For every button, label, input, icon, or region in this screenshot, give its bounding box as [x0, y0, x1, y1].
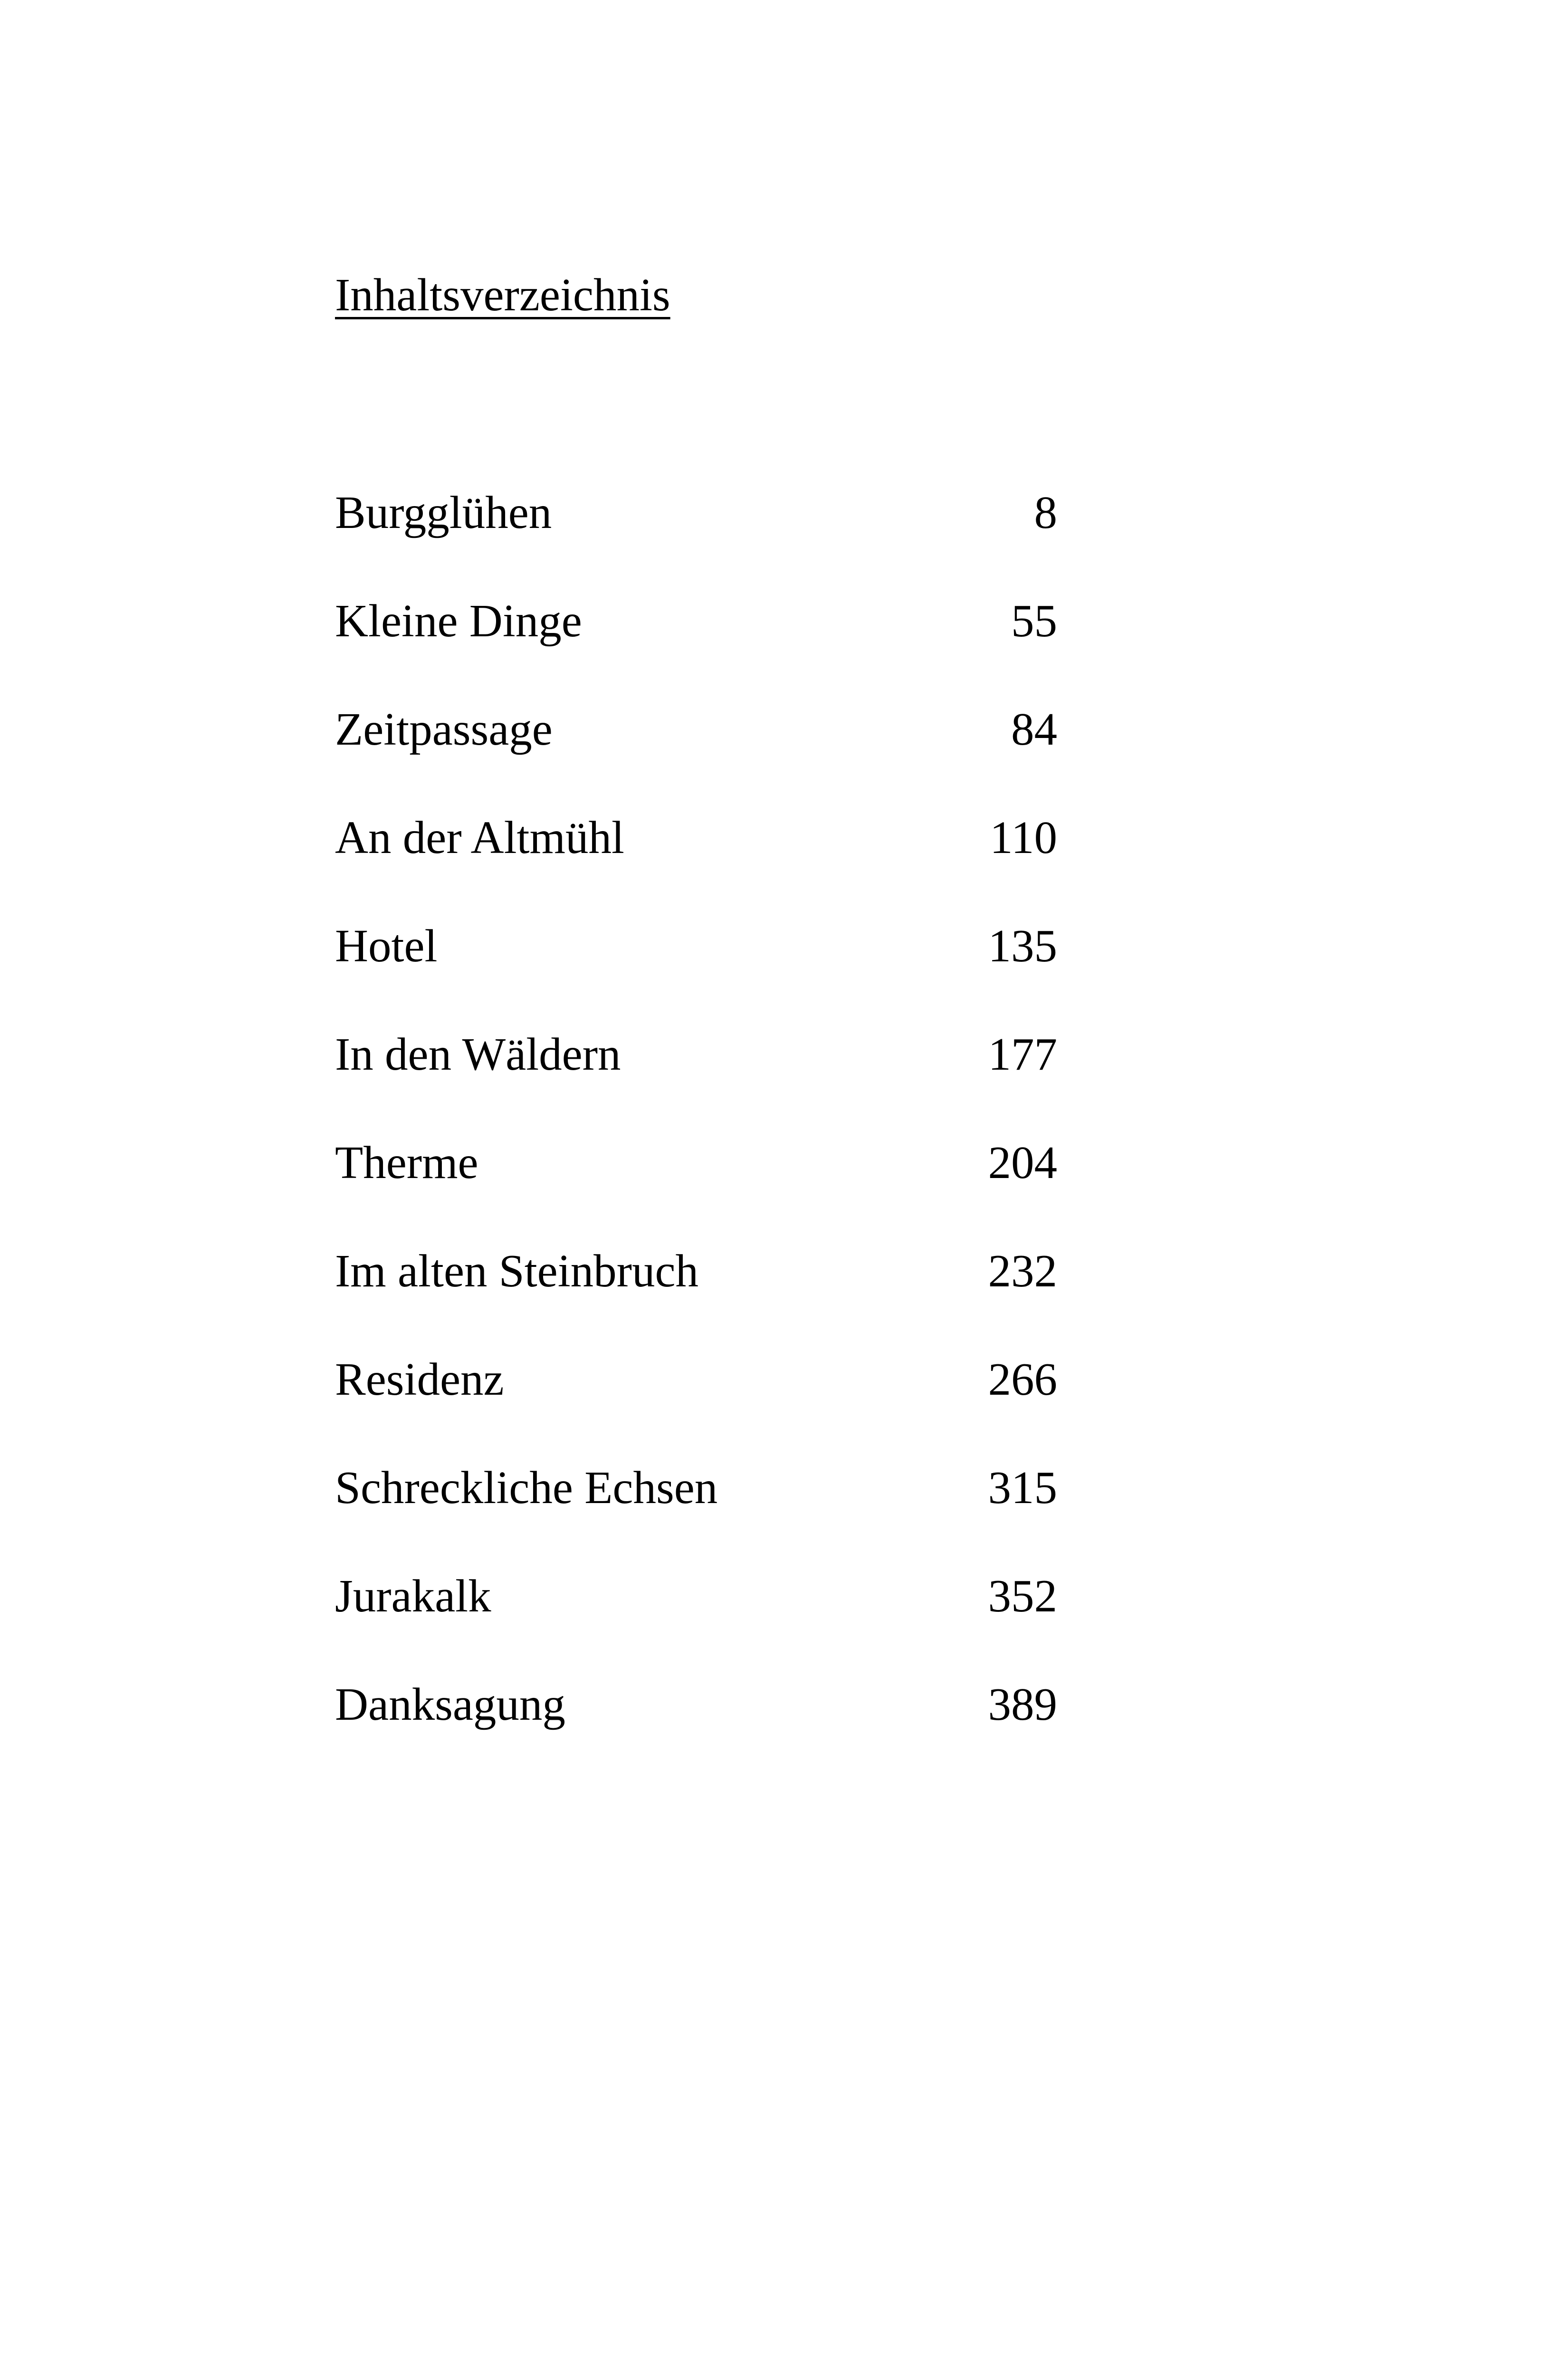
- toc-entry-page: 84: [1011, 704, 1057, 755]
- toc-entry-page: 389: [988, 1679, 1057, 1730]
- toc-entry-page: 352: [988, 1571, 1057, 1621]
- toc-entry: [335, 1356, 1057, 1465]
- toc-entry: [335, 814, 1057, 923]
- toc-entry: [335, 706, 1057, 814]
- toc-entry-title: An der Altmühl: [335, 812, 624, 863]
- toc-entry-page: 266: [988, 1354, 1057, 1405]
- toc-entry: [335, 1245, 1057, 1356]
- toc-entry-page: 204: [988, 1137, 1057, 1188]
- toc-entry-page: 315: [988, 1462, 1057, 1513]
- toc-entry-page: 135: [988, 920, 1057, 971]
- toc-entry-page: 8: [1034, 487, 1057, 538]
- toc-entry: [335, 595, 1057, 706]
- toc-entry-page: 110: [990, 812, 1057, 863]
- toc-entry-title: Jurakalk: [335, 1571, 491, 1621]
- toc-entry: [335, 1462, 1057, 1573]
- toc-entry: [335, 1031, 1057, 1140]
- toc-entry: [335, 920, 1057, 1031]
- toc-entry: [335, 1573, 1057, 1681]
- toc-entry-title: Kleine Dinge: [335, 595, 582, 646]
- toc-entry-title: Schreckliche Echsen: [335, 1462, 718, 1513]
- toc-entry-title: Zeitpassage: [335, 704, 553, 755]
- toc-entry-title: Residenz: [335, 1354, 504, 1405]
- toc-entry-title: Hotel: [335, 920, 438, 971]
- toc-entry-title: In den Wäldern: [335, 1029, 621, 1080]
- toc-entry-page: 55: [1011, 595, 1057, 646]
- toc-list: [335, 489, 1057, 1790]
- toc-entry-page: 232: [988, 1245, 1057, 1296]
- toc-entry-title: Im alten Steinbruch: [335, 1245, 699, 1296]
- toc-entry-title: Therme: [335, 1137, 478, 1188]
- toc-entry-title: Burgglühen: [335, 487, 552, 538]
- toc-entry: [335, 489, 1057, 598]
- toc-heading: Inhaltsverzeichnis: [335, 269, 670, 320]
- toc-entry-page: 177: [988, 1029, 1057, 1080]
- toc-entry: [335, 1681, 1057, 1790]
- toc-entry: [335, 1137, 1057, 1248]
- toc-entry-title: Danksagung: [335, 1679, 565, 1730]
